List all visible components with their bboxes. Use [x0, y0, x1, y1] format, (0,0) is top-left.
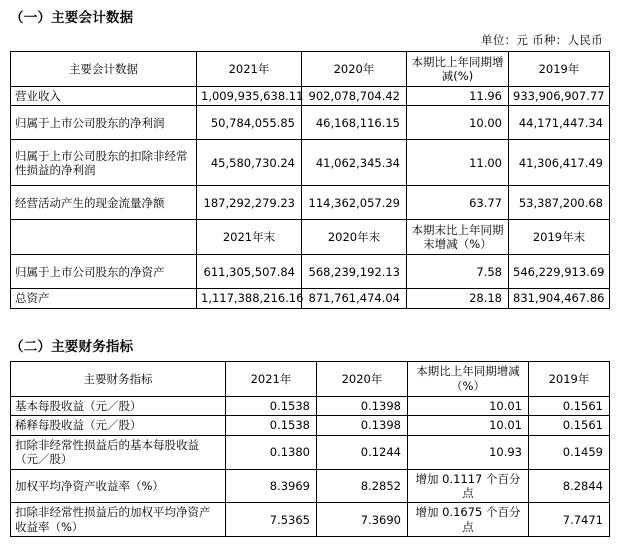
cell-change: 11.96 — [407, 87, 509, 106]
row-label: 扣除非经常性损益后的加权平均净资产收益率（%） — [11, 503, 226, 537]
cell-2020: 902,078,704.42 — [302, 87, 407, 106]
cell-2019: 0.1561 — [529, 416, 610, 435]
table-header-row — [11, 52, 610, 87]
table-row — [11, 396, 610, 415]
col-subheader-2021-end: 2021年末 — [197, 220, 302, 255]
table-row — [11, 289, 610, 308]
table-header-row — [11, 361, 610, 396]
unit-currency-note: 单位：元 币种：人民币 — [481, 33, 603, 47]
cell-change: 10.00 — [407, 106, 509, 140]
table-row — [11, 140, 610, 186]
cell-2021: 7.5365 — [226, 503, 317, 537]
table-row — [11, 186, 610, 220]
cell-change: 10.93 — [408, 435, 529, 469]
main-financial-indicators-table — [10, 361, 610, 538]
col-subheader-change: 本期末比上年同期末增减（%） — [407, 220, 509, 255]
col-header-2019: 2019年 — [509, 52, 610, 87]
row-label: 归属于上市公司股东的净利润 — [11, 106, 197, 140]
cell-2019: 8.2844 — [529, 469, 610, 503]
cell-2019: 53,387,200.68 — [509, 186, 610, 220]
cell-2020: 0.1398 — [317, 396, 408, 415]
cell-2021: 187,292,279.23 — [197, 186, 302, 220]
table-row — [11, 106, 610, 140]
col-subheader-2019-end: 2019年末 — [509, 220, 610, 255]
section-2-title: （二）主要财务指标 — [10, 338, 134, 355]
cell-2021: 0.1380 — [226, 435, 317, 469]
cell-change: 7.58 — [407, 255, 509, 289]
cell-change: 28.18 — [407, 289, 509, 308]
col-header-change: 本期比上年同期增减(%) — [407, 52, 509, 87]
cell-2021: 8.3969 — [226, 469, 317, 503]
cell-2019: 831,904,467.86 — [509, 289, 610, 308]
cell-2019: 7.7471 — [529, 503, 610, 537]
cell-2019: 0.1561 — [529, 396, 610, 415]
cell-2021: 1,117,388,216.16 — [197, 289, 302, 308]
cell-change: 增加 0.1117 个百分点 — [408, 469, 529, 503]
cell-2020: 568,239,192.13 — [302, 255, 407, 289]
cell-2020: 871,761,474.04 — [302, 289, 407, 308]
table-row — [11, 469, 610, 503]
col-header-2021: 2021年 — [226, 361, 317, 396]
cell-2021: 45,580,730.24 — [197, 140, 302, 186]
cell-change: 11.00 — [407, 140, 509, 186]
col-header-2021: 2021年 — [197, 52, 302, 87]
col-header-change: 本期比上年同期增减（%） — [408, 361, 529, 396]
table-subheader-row — [11, 220, 610, 255]
cell-2019: 44,171,447.34 — [509, 106, 610, 140]
cell-2019: 41,306,417.49 — [509, 140, 610, 186]
cell-2020: 114,362,057.29 — [302, 186, 407, 220]
row-label: 营业收入 — [11, 87, 197, 106]
section-1-title: （一）主要会计数据 — [10, 10, 134, 26]
col-subheader-2020-end: 2020年末 — [302, 220, 407, 255]
section-spacer — [10, 309, 609, 323]
row-label: 经营活动产生的现金流量净额 — [11, 186, 197, 220]
row-label: 稀释每股收益（元／股） — [11, 416, 226, 435]
cell-2020: 8.2852 — [317, 469, 408, 503]
row-label: 归属于上市公司股东的扣除非经常性损益的净利润 — [11, 140, 197, 186]
cell-2020: 46,168,116.15 — [302, 106, 407, 140]
cell-2021: 611,305,507.84 — [197, 255, 302, 289]
col-header-indicator: 主要财务指标 — [11, 361, 226, 396]
row-label: 加权平均净资产收益率（%） — [11, 469, 226, 503]
cell-2020: 0.1244 — [317, 435, 408, 469]
table-row — [11, 255, 610, 289]
cell-2021: 1,009,935,638.11 — [197, 87, 302, 106]
cell-2020: 0.1398 — [317, 416, 408, 435]
cell-change: 10.01 — [408, 416, 529, 435]
cell-2019: 0.1459 — [529, 435, 610, 469]
row-label: 归属于上市公司股东的净资产 — [11, 255, 197, 289]
cell-2019: 933,906,907.77 — [509, 87, 610, 106]
cell-2021: 0.1538 — [226, 416, 317, 435]
cell-change: 10.01 — [408, 396, 529, 415]
table-row — [11, 435, 610, 469]
row-label: 基本每股收益（元／股） — [11, 396, 226, 415]
col-header-2020: 2020年 — [317, 361, 408, 396]
cell-change: 63.77 — [407, 186, 509, 220]
cell-2020: 7.3690 — [317, 503, 408, 537]
cell-2021: 50,784,055.85 — [197, 106, 302, 140]
table-row — [11, 87, 610, 106]
col-header-2019: 2019年 — [529, 361, 610, 396]
col-header-2020: 2020年 — [302, 52, 407, 87]
row-label: 扣除非经常性损益后的基本每股收益（元／股） — [11, 435, 226, 469]
table-row — [11, 416, 610, 435]
table-row — [11, 503, 610, 537]
main-accounting-data-table — [10, 51, 610, 309]
row-label: 总资产 — [11, 289, 197, 308]
cell-2020: 41,062,345.34 — [302, 140, 407, 186]
cell-2021: 0.1538 — [226, 396, 317, 415]
col-header-metric: 主要会计数据 — [11, 52, 197, 87]
cell-2019: 546,229,913.69 — [509, 255, 610, 289]
cell-change: 增加 0.1675 个百分点 — [408, 503, 529, 537]
col-subheader-blank — [11, 220, 197, 255]
